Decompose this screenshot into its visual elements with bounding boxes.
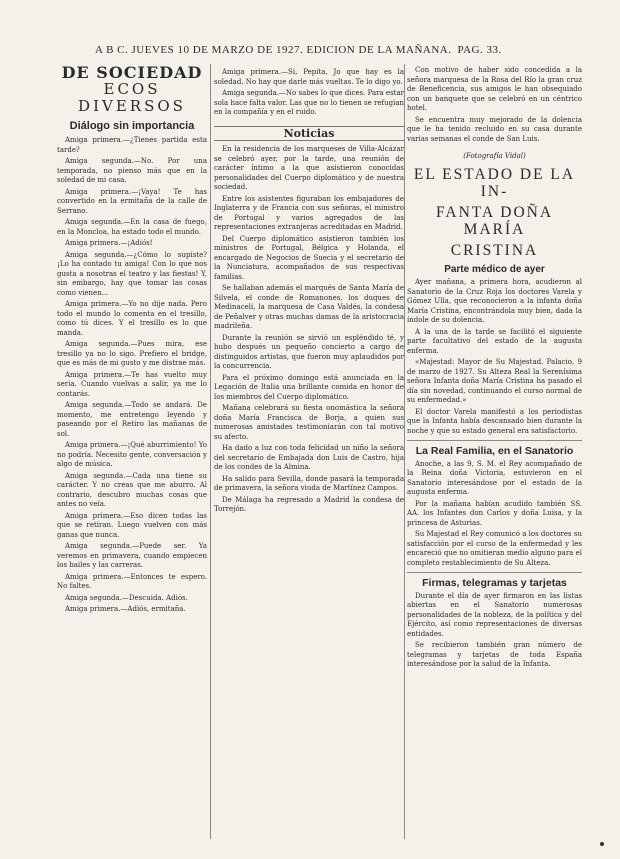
paragraph: Para el próximo domingo está anunciada en la Legación de Italia una brillante comida en honor de los miembros del Cuerpo diplomático.	[214, 373, 404, 401]
paragraph: De Málaga ha regresado a Madrid la condesa de Torrejón.	[214, 495, 404, 513]
page-number: PAG. 33.	[457, 44, 502, 56]
column-news	[214, 68, 404, 845]
paragraph: Durante la reunión se sirvió un espléndido té, y hubo después un pequeño concierto a cargo de distinguidos artistas, que fueron muy aplaudidos por la concurrencia.	[214, 333, 404, 370]
column-rule	[404, 64, 405, 839]
paragraph: Durante el día de ayer firmaron en las listas abiertas en el Sanatorio numerosas personalidades de la nobleza, de la política y del Ejército, así como representaciones de diversas entidades.	[407, 591, 582, 638]
article-body	[407, 278, 582, 436]
section-title: DE SOCIEDAD	[61, 63, 203, 82]
subheadline: Parte médico de ayer	[444, 263, 545, 275]
divider	[407, 572, 582, 573]
paragraph: Ha salido para Sevilla, donde pasará la temporada de primavera, la señora viuda de Martínez Campos.	[214, 474, 404, 492]
article-body	[214, 145, 404, 515]
paragraph: Se hallaban además el marqués de Santa María de Silvela, el conde de Romanones, los duques de Medinaceli, la marquesa de Casa Valdés, la condesa de Peñalver y otras muchas damas de la aristocracia madrileña.	[214, 284, 404, 330]
column-society	[57, 62, 207, 845]
paragraph: Amiga primera.—Eso dicen todas las que se retiran. Luego vuelven con más ganas que nunca.	[57, 511, 207, 539]
paragraph: Amiga segunda.—Descuida. Adiós.	[65, 593, 188, 602]
paragraph: Amiga primera.—Adiós, ermitaña.	[65, 605, 186, 613]
noticias-heading: Noticias	[214, 126, 404, 142]
paragraph: Amiga primera.—Te has vuelto muy seria. Cuando vuelvas a salir, ya me lo contarás.	[57, 370, 207, 398]
paragraph: Amiga segunda.—En la casa de fuego, en la Moncloa, ha estado todo el mundo.	[57, 218, 207, 236]
article-body	[57, 136, 207, 615]
header-title: A B C. JUEVES 10 DE MARZO DE 1927. EDICION DE LA MAÑANA.	[95, 44, 452, 56]
paragraph: Amiga primera.—¡Adiós!	[65, 239, 153, 247]
column-infanta	[407, 66, 582, 845]
paragraph: Amiga primera.—Yo no dije nada. Pero todo el mundo lo comenta en el tresillo, como tú dices. Y el tresillo es lo que manda.	[57, 300, 207, 337]
paragraph: Amiga primera.—Entonces te espero. No faltes.	[57, 572, 207, 590]
paragraph: Amiga segunda.—Cada una tiene su carácter. Y no creas que me aburro. Al contrario, descubro muchas cosas que antes no veía.	[57, 471, 207, 508]
paragraph: En la residencia de los marqueses de Villa-Alcázar se celebró ayer, por la tarde, una reunión de carácter íntimo a la que asistieron conocidas personalidades del Cuerpo diplomático y de nuestra sociedad.	[214, 145, 404, 191]
paragraph: Ayer mañana, a primera hora, acudieron al Sanatorio de la Cruz Roja los doctores Varela y Gómez Ulla, que reconocieron a la infanta doña María Cristina, encontrándola muy bien, dada la índole de su dolencia.	[407, 278, 582, 324]
paragraph: El doctor Varela manifestó a los periodistas que la Infanta había descansado bien durante la noche y que su estado general era satisfactorio.	[407, 407, 582, 435]
paragraph: Amiga primera.—¡Vaya! Te has convertido en la ermitaña de la calle de Serrano.	[57, 187, 207, 215]
article-body	[407, 592, 582, 670]
section-subtitle: ECOS DIVERSOS	[78, 80, 186, 115]
divider	[407, 440, 582, 441]
paragraph: Amiga segunda.—No sabes lo que dices. Para estar sola hace falta valor. Las que no lo tienen se refugian en la compañía y en el ruido.	[214, 89, 404, 116]
paragraph: Con motivo de haber sido concedida a la señora marquesa de la Rosa del Río la gran cruz de Beneficencia, sus amigos le han obsequiado con un banquete que se celebró en un céntrico hotel.	[407, 66, 582, 112]
print-mark	[600, 842, 604, 846]
paragraph: Amiga segunda.—¿Cómo lo supiste? ¡Lo ha contado tu amiga! Con lo que nos gusta a nosotras el teatro y las fiestas! Y, sin embargo, hay que tomar las cosas como vienen...	[57, 250, 207, 297]
paragraph: Su Majestad el Rey comunicó a los doctores su satisfacción por el curso de la enfermedad y les encareció que no omitieran medio alguno para el completo restablecimiento de Su Alteza.	[407, 530, 582, 567]
article-headline: Diálogo sin importancia	[69, 120, 195, 132]
paragraph: Se encuentra muy mejorado de la dolencia que le ha tenido recluido en su casa durante varias semanas el conde de San Luis.	[407, 115, 582, 143]
article-body	[407, 460, 582, 569]
paragraph: Amiga segunda.—No. Por una temporada, no pienso más que en la soledad de mi casa.	[57, 157, 207, 184]
photo-credit: (Fotografía Vidal)	[463, 152, 526, 160]
main-headline-line: CRISTINA	[450, 241, 539, 259]
paragraph: Amiga primera.—¡Qué aburrimiento! Yo no podría. Necesito gente, conversación y algo de música.	[57, 441, 207, 468]
column-rule	[210, 64, 211, 839]
paragraph: Se recibieron también gran número de telegramas y tarjetas de toda España interesándose por la salud de la Infanta.	[407, 641, 582, 668]
paragraph: «Majestad: Mayor de Su Majestad. Palacio, 9 de marzo de 1927. Su Alteza Real la Serenísima señora Infanta doña María Cristina ha pasado el día sin novedad, continuando el curso normal de su enfermedad.»	[407, 358, 582, 404]
subheadline: La Real Familia, en el Sanatorio	[415, 445, 574, 457]
paragraph: Amiga primera.—Si, Pepita, Jo que hay es la soledad. No hay que darle más vueltas. Te lo digo yo.	[214, 68, 404, 86]
paragraph: Anoche, a las 9, S. M. el Rey acompañado de la Reina doña Victoria, estuvieron en el Sanatorio interesándose por el estado de la augusta enferma.	[407, 459, 582, 496]
main-headline-line: EL ESTADO DE LA IN-	[413, 165, 576, 200]
paragraph: Ha dado a luz con toda felicidad un niño la señora del secretario de Embajada don Luis de Castro, hija de los condes de la Almina.	[214, 444, 404, 471]
paragraph: Amiga segunda.—Pues mira, ese tresillo ya no lo sigo. Prefiero el bridge, que es más de mi gusto y me distrae más.	[57, 340, 207, 367]
paragraph: Amiga segunda.—Todo se andará. De momento, me entretengo leyendo y paseando por el Retiro las mañanas de sol.	[57, 401, 207, 438]
subheadline: Firmas, telegramas y tarjetas	[422, 577, 567, 589]
page-header	[95, 44, 535, 56]
paragraph: Mañana celebrará su fiesta onomástica la señora doña María Francisca de Borja, a quien sus numerosas amistades testimoniarán con tal motivo su afecto.	[214, 404, 404, 441]
main-headline-line: FANTA DOÑA MARÍA	[435, 203, 554, 238]
paragraph: Entre los asistentes figuraban los embajadores de Inglaterra y de Francia con sus señoras, el ministro de Portugal y varios agregados de las representaciones extranjeras acreditadas en Madrid.	[214, 194, 404, 231]
paragraph: Por la mañana habían acudido también SS. AA. los Infantes don Carlos y doña Luisa, y la princesa de Asturias.	[407, 499, 582, 527]
paragraph: Amiga segunda.—Puede ser. Ya veremos en primavera, cuando empiecen los bailes y las carreras.	[57, 542, 207, 569]
paragraph: A la una de la tarde se facilitó el siguiente parte facultativo del estado de la augusta enferma.	[407, 327, 582, 355]
paragraph: Del Cuerpo diplomático asistieron también los ministros de Portugal, Bélgica y Holanda, el encargado de Negocios de Suecia y el secretario de la Nunciatura, acompañados de sus respectivas familias.	[214, 234, 404, 281]
article-body	[407, 66, 582, 144]
paragraph: Amiga primera.—¿Tienes partida esta tarde?	[57, 136, 207, 154]
